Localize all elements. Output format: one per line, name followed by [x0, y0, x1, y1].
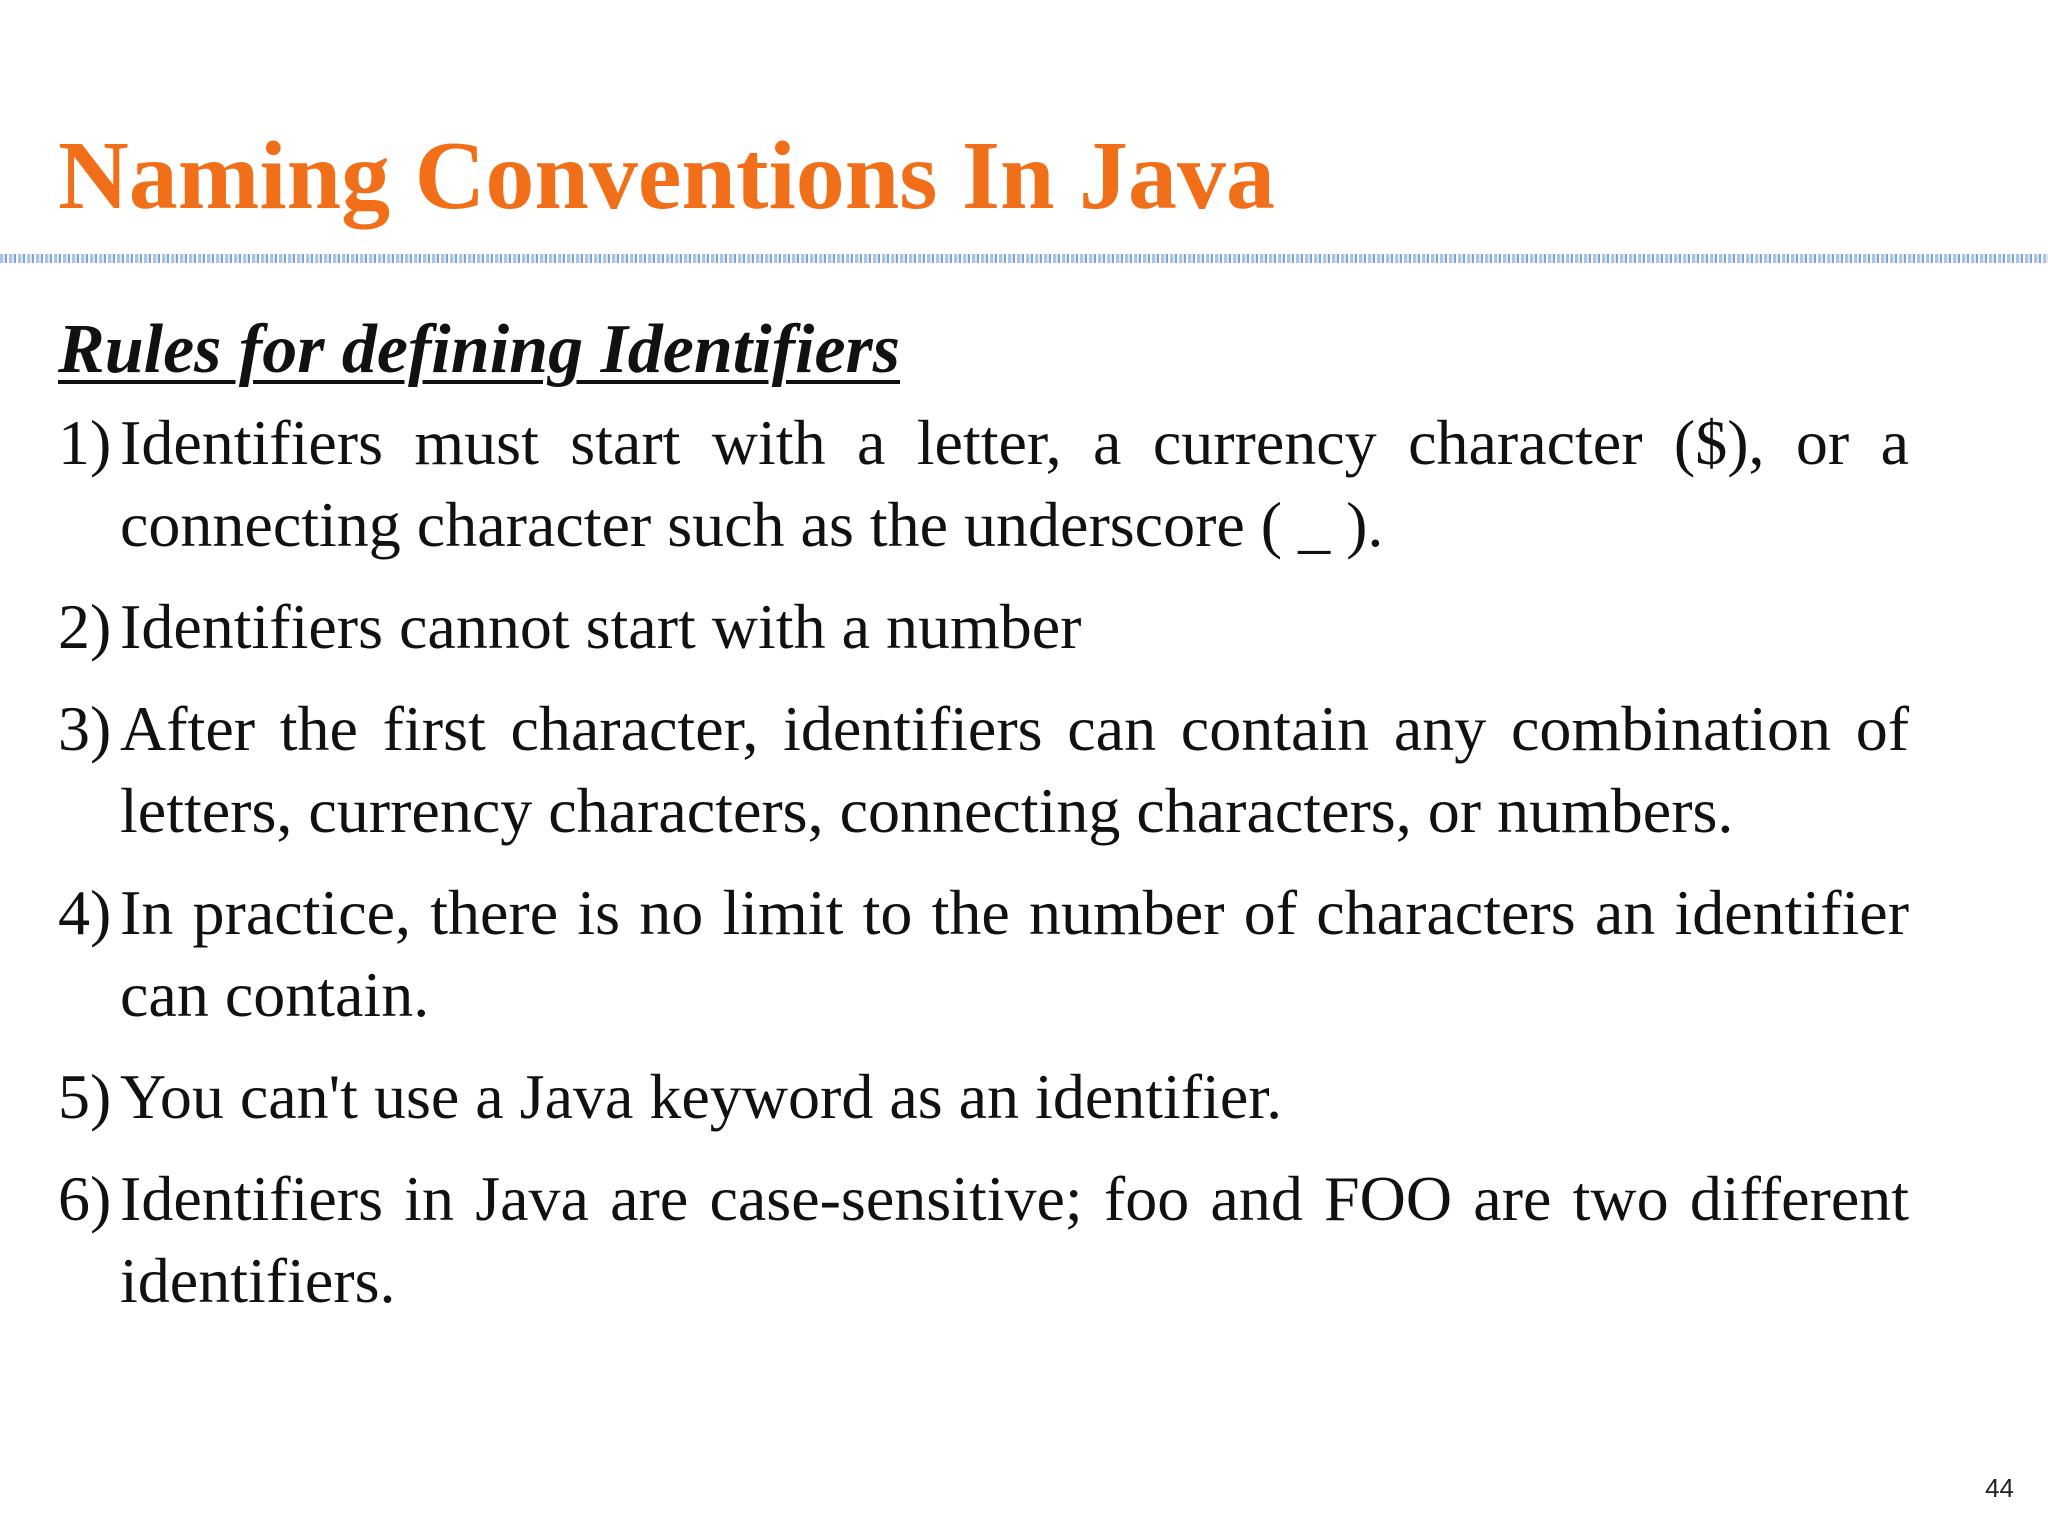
slide-number: 44	[1985, 1473, 2014, 1503]
rule-number: 4)	[58, 877, 112, 948]
rule-item-4	[58, 872, 1909, 1036]
slide-title: Naming Conventions In Java	[58, 122, 1276, 230]
rule-text: Identifiers cannot start with a number	[120, 591, 1082, 662]
rules-list	[58, 402, 1909, 1322]
rule-item-1	[58, 402, 1909, 566]
rule-item-5	[58, 1056, 1909, 1138]
rule-item-2	[58, 586, 1909, 668]
rule-text: Identifiers must start with a letter, a currency character ($), or a connecting character such as the underscore ( _ ).	[120, 407, 1909, 560]
section-heading: Rules for defining Identifiers	[58, 311, 901, 388]
rule-text: Identifiers in Java are case-sensitive; foo and FOO are two different identifiers.	[120, 1163, 1909, 1316]
title-divider	[0, 254, 2048, 263]
rule-item-3	[58, 688, 1909, 852]
rule-number: 5)	[58, 1061, 112, 1132]
rule-number: 6)	[58, 1163, 112, 1234]
rule-number: 3)	[58, 693, 112, 764]
rule-number: 2)	[58, 591, 112, 662]
rule-item-6	[58, 1158, 1909, 1322]
rule-text: You can't use a Java keyword as an identifier.	[120, 1061, 1283, 1132]
rule-text: After the first character, identifiers can contain any combination of letters, currency characters, connecting characters, or numbers.	[120, 693, 1909, 846]
rule-text: In practice, there is no limit to the number of characters an identifier can contain.	[120, 877, 1909, 1030]
slide-content	[58, 308, 1909, 1342]
rule-number: 1)	[58, 407, 112, 478]
